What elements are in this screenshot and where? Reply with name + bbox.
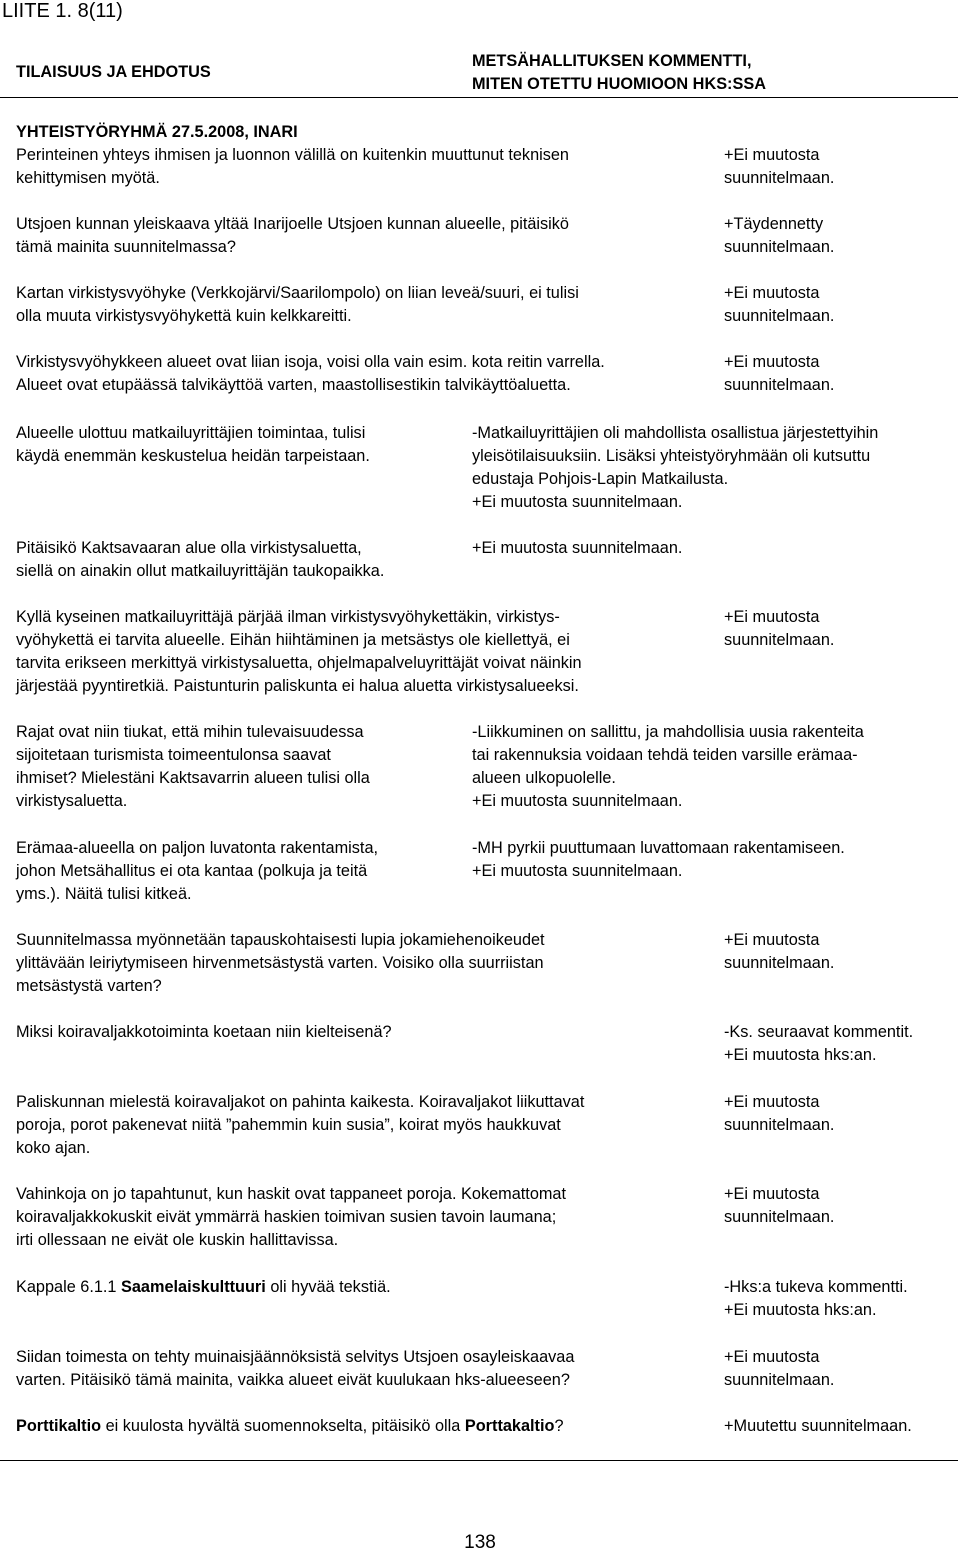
response-line: suunnitelmaan. — [724, 631, 835, 649]
proposal-line: Kartan virkistysvyöhyke (Verkkojärvi/Saarilompolo) on liian leveä/suuri, ei tulisi — [16, 284, 579, 302]
response-line: suunnitelmaan. — [724, 954, 835, 972]
proposal-text: ? — [554, 1417, 564, 1435]
response-line: -MH pyrkii puuttumaan luvattomaan rakentamiseen. — [472, 839, 845, 857]
proposal-line: Suunnitelmassa myönnetään tapauskohtaisesti lupia jokamiehenoikeudet — [16, 931, 545, 949]
proposal-line: ihmiset? Mielestäni Kaktsavarrin alueen tulisi olla — [16, 769, 370, 787]
response-line: tai rakennuksia voidaan tehdä teiden varsille erämaa- — [472, 746, 858, 764]
response-line: +Ei muutosta — [724, 284, 820, 302]
response-line: suunnitelmaan. — [724, 1208, 835, 1226]
proposal-line: Siidan toimesta on tehty muinaisjäännöksistä selvitys Utsjoen osayleiskaavaa — [16, 1348, 575, 1366]
proposal-line: käydä enemmän keskustelua heidän tarpeistaan. — [16, 447, 370, 465]
proposal-line: Miksi koiravaljakkotoiminta koetaan niin kielteisenä? — [16, 1023, 392, 1041]
proposal-line — [16, 1415, 564, 1438]
response-line: suunnitelmaan. — [724, 169, 835, 187]
proposal-line: Paliskunnan mielestä koiravaljakot on pahinta kaikesta. Koiravaljakot liikuttavat — [16, 1093, 585, 1111]
proposal-emphasis: Saamelaiskulttuuri — [121, 1278, 266, 1296]
response-line: +Ei muutosta — [724, 1093, 820, 1111]
proposal-line: järjestää pyyntiretkiä. Paistunturin paliskunta ei halua aluetta virkistysalueeksi. — [16, 677, 579, 695]
response-line: +Ei muutosta — [724, 353, 820, 371]
proposal-line: varten. Pitäisikö tämä mainita, vaikka alueet eivät kuulukaan hks-alueeseen? — [16, 1371, 570, 1389]
proposal-line: tarvita erikseen merkittyä virkistysaluetta, ohjelmapalveluyrittäjät voivat näinkin — [16, 654, 582, 672]
proposal-line: koiravaljakkokuskit eivät ymmärrä haskien toimivan susien tavoin laumana; — [16, 1208, 557, 1226]
footer-rule — [0, 1460, 958, 1461]
proposal-line: siellä on ainakin ollut matkailuyrittäjän taukopaikka. — [16, 562, 385, 580]
response-line: +Ei muutosta — [724, 608, 820, 626]
proposal-line: yms.). Näitä tulisi kitkeä. — [16, 885, 192, 903]
proposal-line: Kyllä kyseinen matkailuyrittäjä pärjää ilman virkistysvyöhykettäkin, virkistys- — [16, 608, 560, 626]
proposal-line: olla muuta virkistysvyöhykettä kuin kelkkareitti. — [16, 307, 352, 325]
response-line: -Liikkuminen on sallittu, ja mahdollisia uusia rakenteita — [472, 723, 864, 741]
proposal-line: Alueelle ulottuu matkailuyrittäjien toimintaa, tulisi — [16, 424, 366, 442]
response-line: +Ei muutosta suunnitelmaan. — [472, 539, 683, 557]
response-line: -Hks:a tukeva kommentti. — [724, 1278, 908, 1296]
proposal-emphasis: Porttakaltio — [464, 1417, 555, 1435]
proposal-line: Virkistysvyöhykkeen alueet ovat liian isoja, voisi olla vain esim. kota reitin varrella. — [16, 353, 605, 371]
response-line: +Ei muutosta — [724, 146, 820, 164]
proposal-line: Utsjoen kunnan yleiskaava yltää Inarijoelle Utsjoen kunnan alueelle, pitäisikö — [16, 215, 569, 233]
page-number: 138 — [464, 1532, 496, 1553]
response-line: -Ks. seuraavat kommentit. — [724, 1023, 914, 1041]
proposal-text: ei kuulosta hyvältä suomennokselta, pitäisikö olla — [101, 1417, 465, 1435]
proposal-line: kehittymisen myötä. — [16, 169, 160, 187]
proposal-line: Alueet ovat etupäässä talvikäyttöä varten, maastollisestikin talvikäyttöaluetta. — [16, 376, 571, 394]
response-line: suunnitelmaan. — [724, 1116, 835, 1134]
response-line: +Ei muutosta suunnitelmaan. — [472, 792, 683, 810]
column-header-right-line2: MITEN OTETTU HUOMIOON HKS:SSA — [472, 75, 766, 93]
response-line: +Ei muutosta suunnitelmaan. — [472, 862, 683, 880]
column-header-left: TILAISUUS JA EHDOTUS — [16, 63, 211, 81]
response-line: edustaja Pohjois-Lapin Matkailusta. — [472, 470, 729, 488]
proposal-line: Vahinkoja on jo tapahtunut, kun haskit ovat tappaneet poroja. Kokemattomat — [16, 1185, 567, 1203]
proposal-line: tämä mainita suunnitelmassa? — [16, 238, 236, 256]
proposal-line: poroja, porot pakenevat niitä ”pahemmin kuin susia”, koirat myös haukkuvat — [16, 1116, 561, 1134]
proposal-line: Erämaa-alueella on paljon luvatonta rakentamista, — [16, 839, 379, 857]
response-line: +Ei muutosta — [724, 931, 820, 949]
proposal-emphasis: Porttikaltio — [16, 1417, 102, 1435]
response-line: +Muutettu suunnitelmaan. — [724, 1417, 912, 1435]
response-line: +Ei muutosta — [724, 1185, 820, 1203]
proposal-text: oli hyvää tekstiä. — [265, 1278, 391, 1296]
proposal-line: Pitäisikö Kaktsavaaran alue olla virkistysaluetta, — [16, 539, 362, 557]
response-line: +Ei muutosta suunnitelmaan. — [472, 493, 683, 511]
proposal-line: Perinteinen yhteys ihmisen ja luonnon välillä on kuitenkin muuttunut teknisen — [16, 146, 569, 164]
proposal-line: virkistysaluetta. — [16, 792, 128, 810]
response-line: suunnitelmaan. — [724, 307, 835, 325]
proposal-line: vyöhykettä ei tarvita alueelle. Eihän hiihtäminen ja metsästys ole kiellettyä, ei — [16, 631, 570, 649]
response-line: alueen ulkopuolelle. — [472, 769, 616, 787]
response-line: suunnitelmaan. — [724, 238, 835, 256]
proposal-line: koko ajan. — [16, 1139, 91, 1157]
response-line: suunnitelmaan. — [724, 376, 835, 394]
response-line: +Täydennetty — [724, 215, 824, 233]
proposal-line: Rajat ovat niin tiukat, että mihin tulevaisuudessa — [16, 723, 364, 741]
proposal-line: irti ollessaan ne eivät ole kuskin hallittavissa. — [16, 1231, 339, 1249]
response-line: yleisötilaisuuksiin. Lisäksi yhteistyöryhmään oli kutsuttu — [472, 447, 871, 465]
column-header-right-line1: METSÄHALLITUKSEN KOMMENTTI, — [472, 52, 752, 70]
response-line: +Ei muutosta hks:an. — [724, 1046, 877, 1064]
proposal-line: metsästystä varten? — [16, 977, 162, 995]
section-title: YHTEISTYÖRYHMÄ 27.5.2008, INARI — [16, 123, 298, 141]
proposal-line: johon Metsähallitus ei ota kantaa (polkuja ja teitä — [16, 862, 368, 880]
proposal-line: ylittävään leiriytymiseen hirvenmetsästystä varten. Voisiko olla suurriistan — [16, 954, 544, 972]
response-line: suunnitelmaan. — [724, 1371, 835, 1389]
header-rule — [0, 97, 958, 98]
response-line: -Matkailuyrittäjien oli mahdollista osallistua järjestettyihin — [472, 424, 879, 442]
proposal-text: Kappale 6.1.1 — [16, 1278, 122, 1296]
response-line: +Ei muutosta — [724, 1348, 820, 1366]
proposal-line: sijoitetaan turismista toimeentulonsa saavat — [16, 746, 331, 764]
response-line: +Ei muutosta hks:an. — [724, 1301, 877, 1319]
appendix-label: LIITE 1. 8(11) — [2, 0, 123, 22]
proposal-line — [16, 1276, 391, 1299]
